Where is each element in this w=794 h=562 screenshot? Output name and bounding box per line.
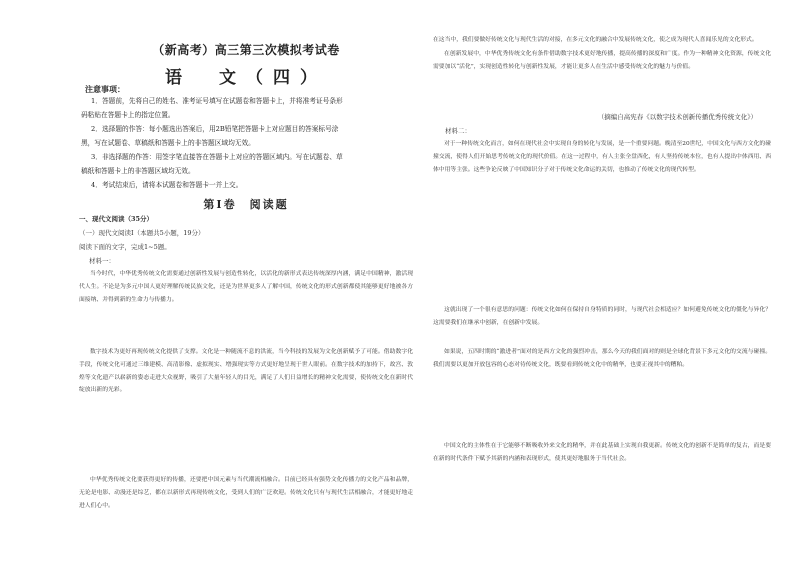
right-paragraph-2: 在创新发展中，中华优秀传统文化有条件借助数字技术更好地传播，提高传播的深度和广度。作为一种精神文化资源，传统文化需要加以“活化”，实现创造性转化与创新性发展，才能让更多人在生活中感受传统文化的魅力与价值。 <box>433 51 771 70</box>
left-paragraph-2: 数字技术为更好再现传统文化提供了支撑。文化是一种随流不息的洪流，当今科技的发展为文化创新赋予了可能。借助数字化手段，传统文化可通过三维建模、高清影像、虚拟现实、增强现实等方式更好地呈现于世人眼前。在数字技术的加持下，故宫、敦煌等文化遗产以崭新的姿态走进大众视野，吸引了大量年轻人的目光，满足了人们日益增长的精神文化需要，使传统文化在新时代绽放出新的光彩。 <box>79 349 413 394</box>
material2-label: 材料二： <box>445 127 471 135</box>
right-paragraph-6: 中国文化的主体性在于它能够不断吸收外来文化的精华，并在此基础上实现自我更新。传统文化的创新不是简单的复古，而是要在新的时代条件下赋予其新的内涵和表现形式，使其更好地服务于当代社会。 <box>433 443 771 462</box>
section-title: 第Ⅰ卷 阅读题 <box>203 198 289 211</box>
notice-line-3: 2．选择题的作答：每小题选出答案后，用2B铅笔把答题卡上对应题目的答案标号涂 <box>91 125 339 133</box>
left-paragraph-3: 中华优秀传统文化要获得更好的传播，还要把中国元素与当代潮流相融合。目前已经具有强势文化传播力的文化产品和品牌，无论是电影、动漫还是综艺，都在以新形式再现传统文化，受到人们的广泛欢迎。传统文化只有与现代生活相融合，才能更好地走进人们心中。 <box>79 477 413 509</box>
notice-heading: 注意事项： <box>85 84 125 94</box>
left-paragraph-1: 当今时代，中华优秀传统文化需要通过创新性发展与创造性转化，以活化的新形式表达传统深厚内涵，满足中国精神，激活现代人生。不论是为多元中国人更好理解传统民族文化，还是为世界更多人了解中国，传统文化的形式创新都使其能够更好地被各方面接纳、并得到新的生命力与传播力。 <box>79 271 413 303</box>
q1-instruction: 阅读下面的文字，完成1~5题。 <box>79 243 171 251</box>
source-citation: （摘编自高宪春《以数字技术创新传播优秀传统文化》） <box>597 113 757 121</box>
right-paragraph-3: 对于一种传统文化而言，如何在现代社会中实现自身的转化与发展，是一个重要问题。晚清至20世纪，中国文化与西方文化的碰撞交流，使得人们开始思考传统文化的现代价值。在这一过程中，有人主张全盘西化，有人坚持传统本位，也有人提出中体西用、西体中用等主张。这些争论反映了中国知识分子对于传统文化命运的关切，也推动了传统文化的现代转型。 <box>433 141 771 173</box>
q1-heading: 一、现代文阅读（35分） <box>79 215 154 223</box>
notice-line-2: 码粘贴在答题卡上的指定位置。 <box>81 111 175 119</box>
right-paragraph-1: 在这当中，我们要做好传统文化与现代生活的对接，在多元文化的融合中发展传统文化，使之成为现代人喜闻乐见的文化形式。 <box>433 37 758 43</box>
exam-title: （新高考）高三第三次模拟考试卷 <box>152 43 340 57</box>
notice-line-1: 1．答题前，先将自己的姓名、准考证号填写在试题卷和答题卡上，并将准考证号条形 <box>91 97 343 105</box>
q1-sub: （一）现代文阅读Ⅰ（本题共5小题，19分） <box>79 229 205 237</box>
right-paragraph-4: 这就出现了一个很有意思的问题：传统文化如何在保持自身特质的同时，与现代社会相适应？如何避免传统文化的僵化与异化？这需要我们在继承中创新，在创新中发展。 <box>433 307 771 326</box>
right-paragraph-5: 如果说，五四时期的“激进者”面对的是西方文化的强烈冲击，那么今天的我们面对的则是全球化背景下多元文化的交流与碰撞。我们需要以更加开放包容的心态对待传统文化，既要看到传统文化中的精华，也要正视其中的糟粕。 <box>433 349 771 368</box>
material1-label: 材料一： <box>89 257 115 265</box>
notice-line-6: 稿纸和答题卡上的非答题区域均无效。 <box>81 167 195 175</box>
notice-line-7: 4．考试结束后，请将本试题卷和答题卡一并上交。 <box>91 181 243 189</box>
right-page <box>433 0 771 562</box>
left-page <box>77 0 415 562</box>
notice-line-4: 黑，写在试题卷、草稿纸和答题卡上的非答题区域均无效。 <box>81 139 255 147</box>
notice-line-5: 3．非选择题的作答：用签字笔直接答在答题卡上对应的答题区域内。写在试题卷、草 <box>91 153 343 161</box>
exam-subject: 语 文（四） <box>165 68 327 88</box>
